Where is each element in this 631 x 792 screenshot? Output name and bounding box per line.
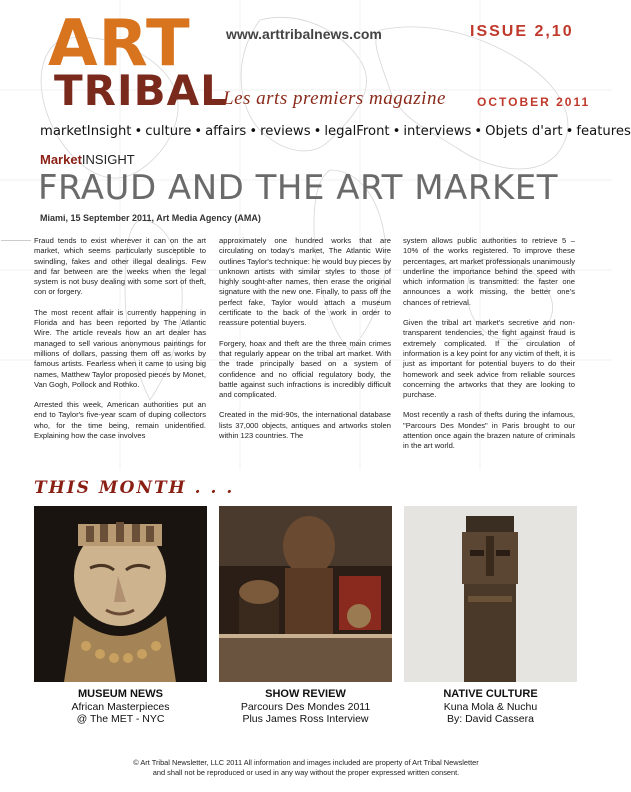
logo-tribal-text: TRIBAL (54, 66, 228, 115)
caption-title: MUSEUM NEWS (78, 688, 163, 700)
magazine-tagline: Les arts premiers magazine (223, 88, 446, 109)
nav-item-affairs[interactable]: affairs (205, 124, 247, 139)
caption-line: @ The MET - NYC (76, 713, 165, 725)
article-column-1 (34, 236, 206, 451)
native-culture-caption[interactable] (398, 688, 583, 726)
article-headline: FRAUD AND THE ART MARKET (38, 168, 558, 208)
nav-item-marketinsight[interactable]: marketInsight (40, 124, 132, 139)
article-paragraph: Forgery, hoax and theft are the three main crimes that regularly appear on the tribal art market. With the trade principally based on a system of confidence and no official regulatory body, the battle against such infractions is incredibly difficult and complicated. (219, 338, 391, 400)
article-column-3 (403, 236, 575, 462)
footer-line: and shall not be reproduced or used in any way without the proper expressed written consent. (152, 768, 460, 777)
copyright-footer (40, 758, 572, 778)
this-month-heading: THIS MONTH . . . (34, 478, 235, 498)
art-tribal-logo (40, 7, 228, 115)
article-paragraph: Arrested this week, American authorities put an end to Taylor's five-year scam of duping collectors who, for the time being, remain unidentified. Explaining how the case involves (34, 400, 206, 441)
footer-line: © Art Tribal Newsletter, LLC 2011 All information and images included are property of Art Tribal Newsletter (133, 758, 479, 767)
caption-title: NATIVE CULTURE (443, 688, 538, 700)
article-column-2 (219, 236, 391, 451)
caption-line: Plus James Ross Interview (242, 713, 369, 725)
nav-separator: • (194, 124, 203, 139)
caption-title: SHOW REVIEW (265, 688, 346, 700)
nav-item-interviews[interactable]: interviews (403, 124, 472, 139)
article-paragraph: Given the tribal art market's secretive and non-transparent tendencies, the fight against fraud is extremely complicated. If the circulation of information is a key point for any victim of theft, it is just as important for potential buyers to do their homework and seek advice from reliable sources concerning the artworks that they are looking to purchase. (403, 318, 575, 400)
nav-item-legalfront[interactable]: legalFront (324, 124, 390, 139)
issue-date: OCTOBER 2011 (477, 95, 591, 109)
section-label (40, 152, 135, 167)
nav-separator: • (474, 124, 483, 139)
nav-separator: • (392, 124, 401, 139)
side-fine-print (1, 240, 31, 254)
website-url[interactable]: www.arttribalnews.com (226, 26, 382, 42)
nav-separator: • (249, 124, 258, 139)
article-paragraph: Fraud tends to exist wherever it can on the art market, which seems particularly susceptible to swindling, fakes and other illegal dealings. Few and far between are the weeks when the legal system is not busy dealing with some sort of theft, con or forgery. (34, 236, 206, 297)
caption-line: African Masterpieces (71, 700, 170, 713)
caption-line: Parcours Des Mondes 2011 (240, 700, 371, 713)
article-paragraph: approximately one hundred works that are circulating on today's market, The Atlantic Wire outlines Taylor's technique: he would buy pieces by unknown artists with similar styles to those of highly sought-after names, then erase the original signature with the new one. Finally, to pass off the perfect fake, Taylor would attach a museum certificate to the back of the work in order to reassure potential buyers. (219, 236, 391, 328)
nav-item-objets-dart[interactable]: Objets d'art (485, 124, 563, 139)
article-dateline: Miami, 15 September 2011, Art Media Agency (AMA) (40, 213, 261, 223)
article-paragraph: The most recent affair is currently happening in Florida and has been reported by The Atlantic Wire. The article reveals how an art dealer has managed to sell various anonymous paintings for millions of dollars, passing them off as works by famous artists. Fearless when it came to using big names, Matthew Taylor proposed pieces by Monet, Van Gogh, Pollock and Rothko. (34, 307, 206, 389)
museum-news-caption[interactable] (28, 688, 213, 726)
section-nav (40, 124, 631, 139)
native-culture-image[interactable] (404, 506, 577, 682)
show-review-image[interactable] (219, 506, 392, 682)
article-paragraph: Created in the mid-90s, the international database lists 37,000 objects, antiques and artworks stolen within 123 countries. The (219, 410, 391, 441)
caption-line: Kuna Mola & Nuchu (443, 700, 538, 713)
museum-news-image[interactable] (34, 506, 207, 682)
nav-separator: • (565, 124, 574, 139)
caption-line: By: David Cassera (447, 713, 534, 725)
section-label-rest: INSIGHT (81, 152, 135, 167)
nav-separator: • (313, 124, 322, 139)
nav-item-features[interactable]: features (576, 124, 631, 139)
section-label-bold: Market (40, 152, 82, 167)
issue-number: ISSUE 2,10 (470, 23, 574, 40)
nav-separator: • (134, 124, 143, 139)
article-paragraph: Most recently a rash of thefts during the infamous, "Parcours Des Mondes" in Paris brought to our attention once again the brazen nature of criminals in the art world. (403, 410, 575, 451)
article-paragraph: system allows public authorities to retrieve 5 – 10% of the works registered. To improve these percentages, art market professionals unanimously underline the importance behind the speed with which information is transmitted: the faster one announces a work missing, the better one's chances of retrieval. (403, 236, 575, 307)
nav-item-culture[interactable]: culture (145, 124, 192, 139)
nav-item-reviews[interactable]: reviews (260, 124, 311, 139)
show-review-caption[interactable] (213, 688, 398, 726)
logo-art-text: ART (48, 7, 191, 81)
